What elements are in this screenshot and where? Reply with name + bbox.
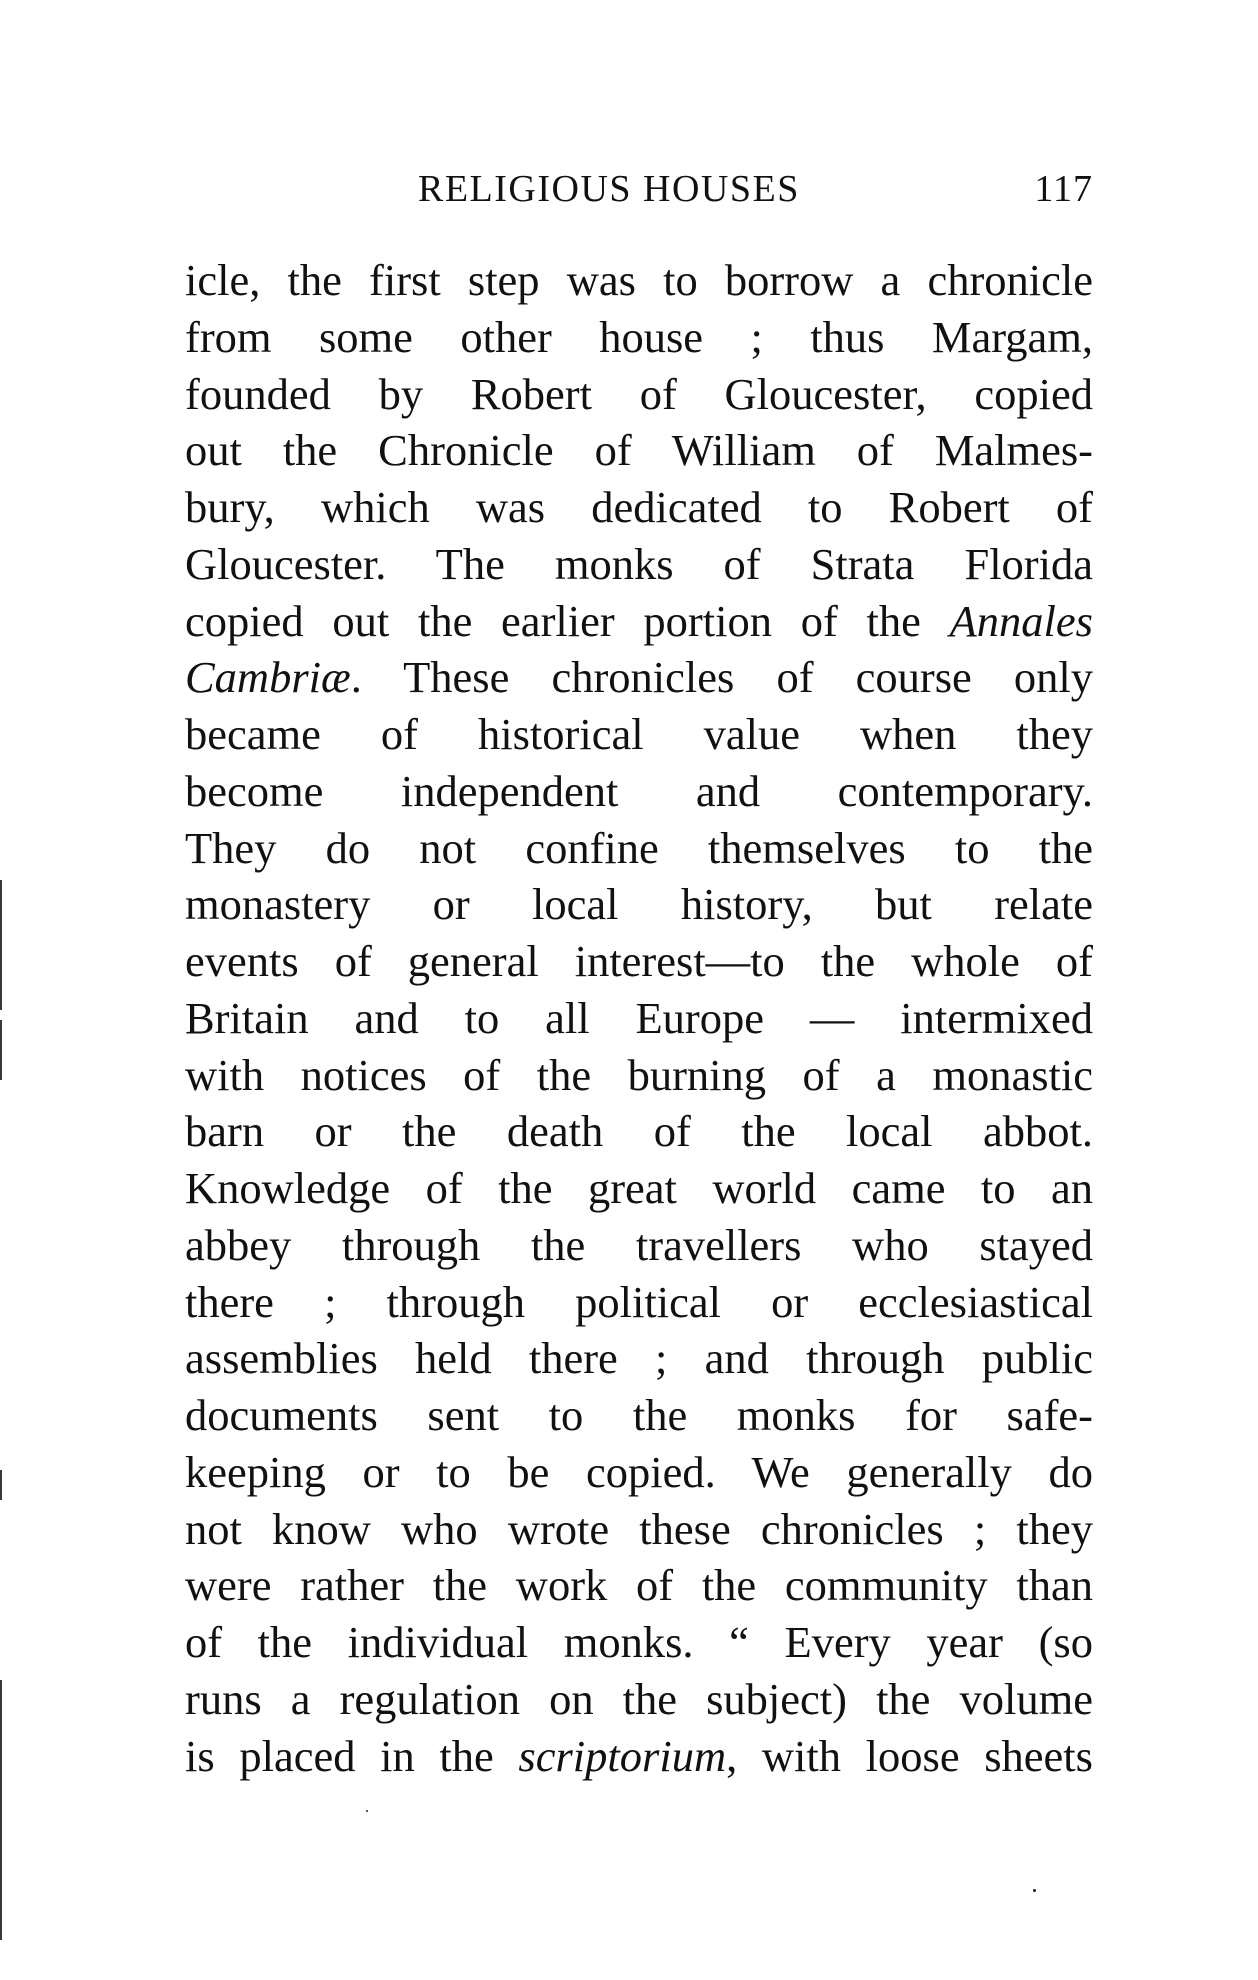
scan-edge-mark — [0, 1680, 2, 1940]
page-number: 117 — [1034, 168, 1093, 210]
text-line: Gloucester. The monks of Strata Florida — [185, 538, 1093, 589]
text-line: become independent and contemporary. — [185, 765, 1093, 816]
text-line: with notices of the burning of a monastic — [185, 1049, 1093, 1100]
italic-word-scriptorium: scriptorium — [518, 1730, 727, 1781]
text-line: runs a regulation on the subject) the volume — [185, 1673, 1093, 1724]
text-line: became of historical value when they — [185, 709, 1093, 759]
running-head — [185, 166, 1093, 212]
text-line: not know who wrote these chronicles ; they — [185, 1503, 1093, 1554]
text-line: keeping or to be copied. We generally do — [185, 1446, 1093, 1497]
text-line: documents sent to the monks for safe- — [185, 1390, 1093, 1440]
text-line: Knowledge of the great world came to an — [185, 1163, 1093, 1213]
body-text — [185, 252, 1093, 1784]
text-line: were rather the work of the community than — [185, 1560, 1093, 1611]
scan-speck — [1033, 1889, 1036, 1892]
text-line: Britain and to all Europe — intermixed — [185, 992, 1093, 1043]
text-line: Cambriæ. These chronicles of course only — [185, 652, 1093, 703]
italic-title-cambriae: Cambriæ — [185, 652, 351, 703]
text-line: copied out the earlier portion of the Annales — [185, 595, 1093, 646]
scan-speck — [366, 1810, 368, 1812]
scan-edge-mark — [0, 880, 2, 1010]
text-line: there ; through political or ecclesiastical — [185, 1276, 1093, 1327]
text-line: bury, which was dedicated to Robert of — [185, 482, 1093, 532]
text-line: abbey through the travellers who stayed — [185, 1219, 1093, 1270]
text-line: of the individual monks. “ Every year (so — [185, 1617, 1093, 1667]
text-line: assemblies held there ; and through public — [185, 1333, 1093, 1384]
text-line: founded by Robert of Gloucester, copied — [185, 368, 1093, 419]
text-line: events of general interest—to the whole of — [185, 936, 1093, 986]
text-line: icle, the first step was to borrow a chronicle — [185, 255, 1093, 305]
text-line: out the Chronicle of William of Malmes- — [185, 425, 1093, 476]
text-line: from some other house ; thus Margam, — [185, 311, 1093, 362]
text-line: They do not confine themselves to the — [185, 822, 1093, 873]
italic-title-annales: Annales — [949, 595, 1093, 646]
text-line: is placed in the scriptorium, with loose sheets — [185, 1730, 1093, 1781]
text-line: barn or the death of the local abbot. — [185, 1106, 1093, 1157]
scan-edge-mark — [0, 1470, 2, 1500]
text-line: monastery or local history, but relate — [185, 879, 1093, 930]
running-title: RELIGIOUS HOUSES — [418, 168, 800, 210]
scan-edge-mark — [0, 1020, 2, 1080]
